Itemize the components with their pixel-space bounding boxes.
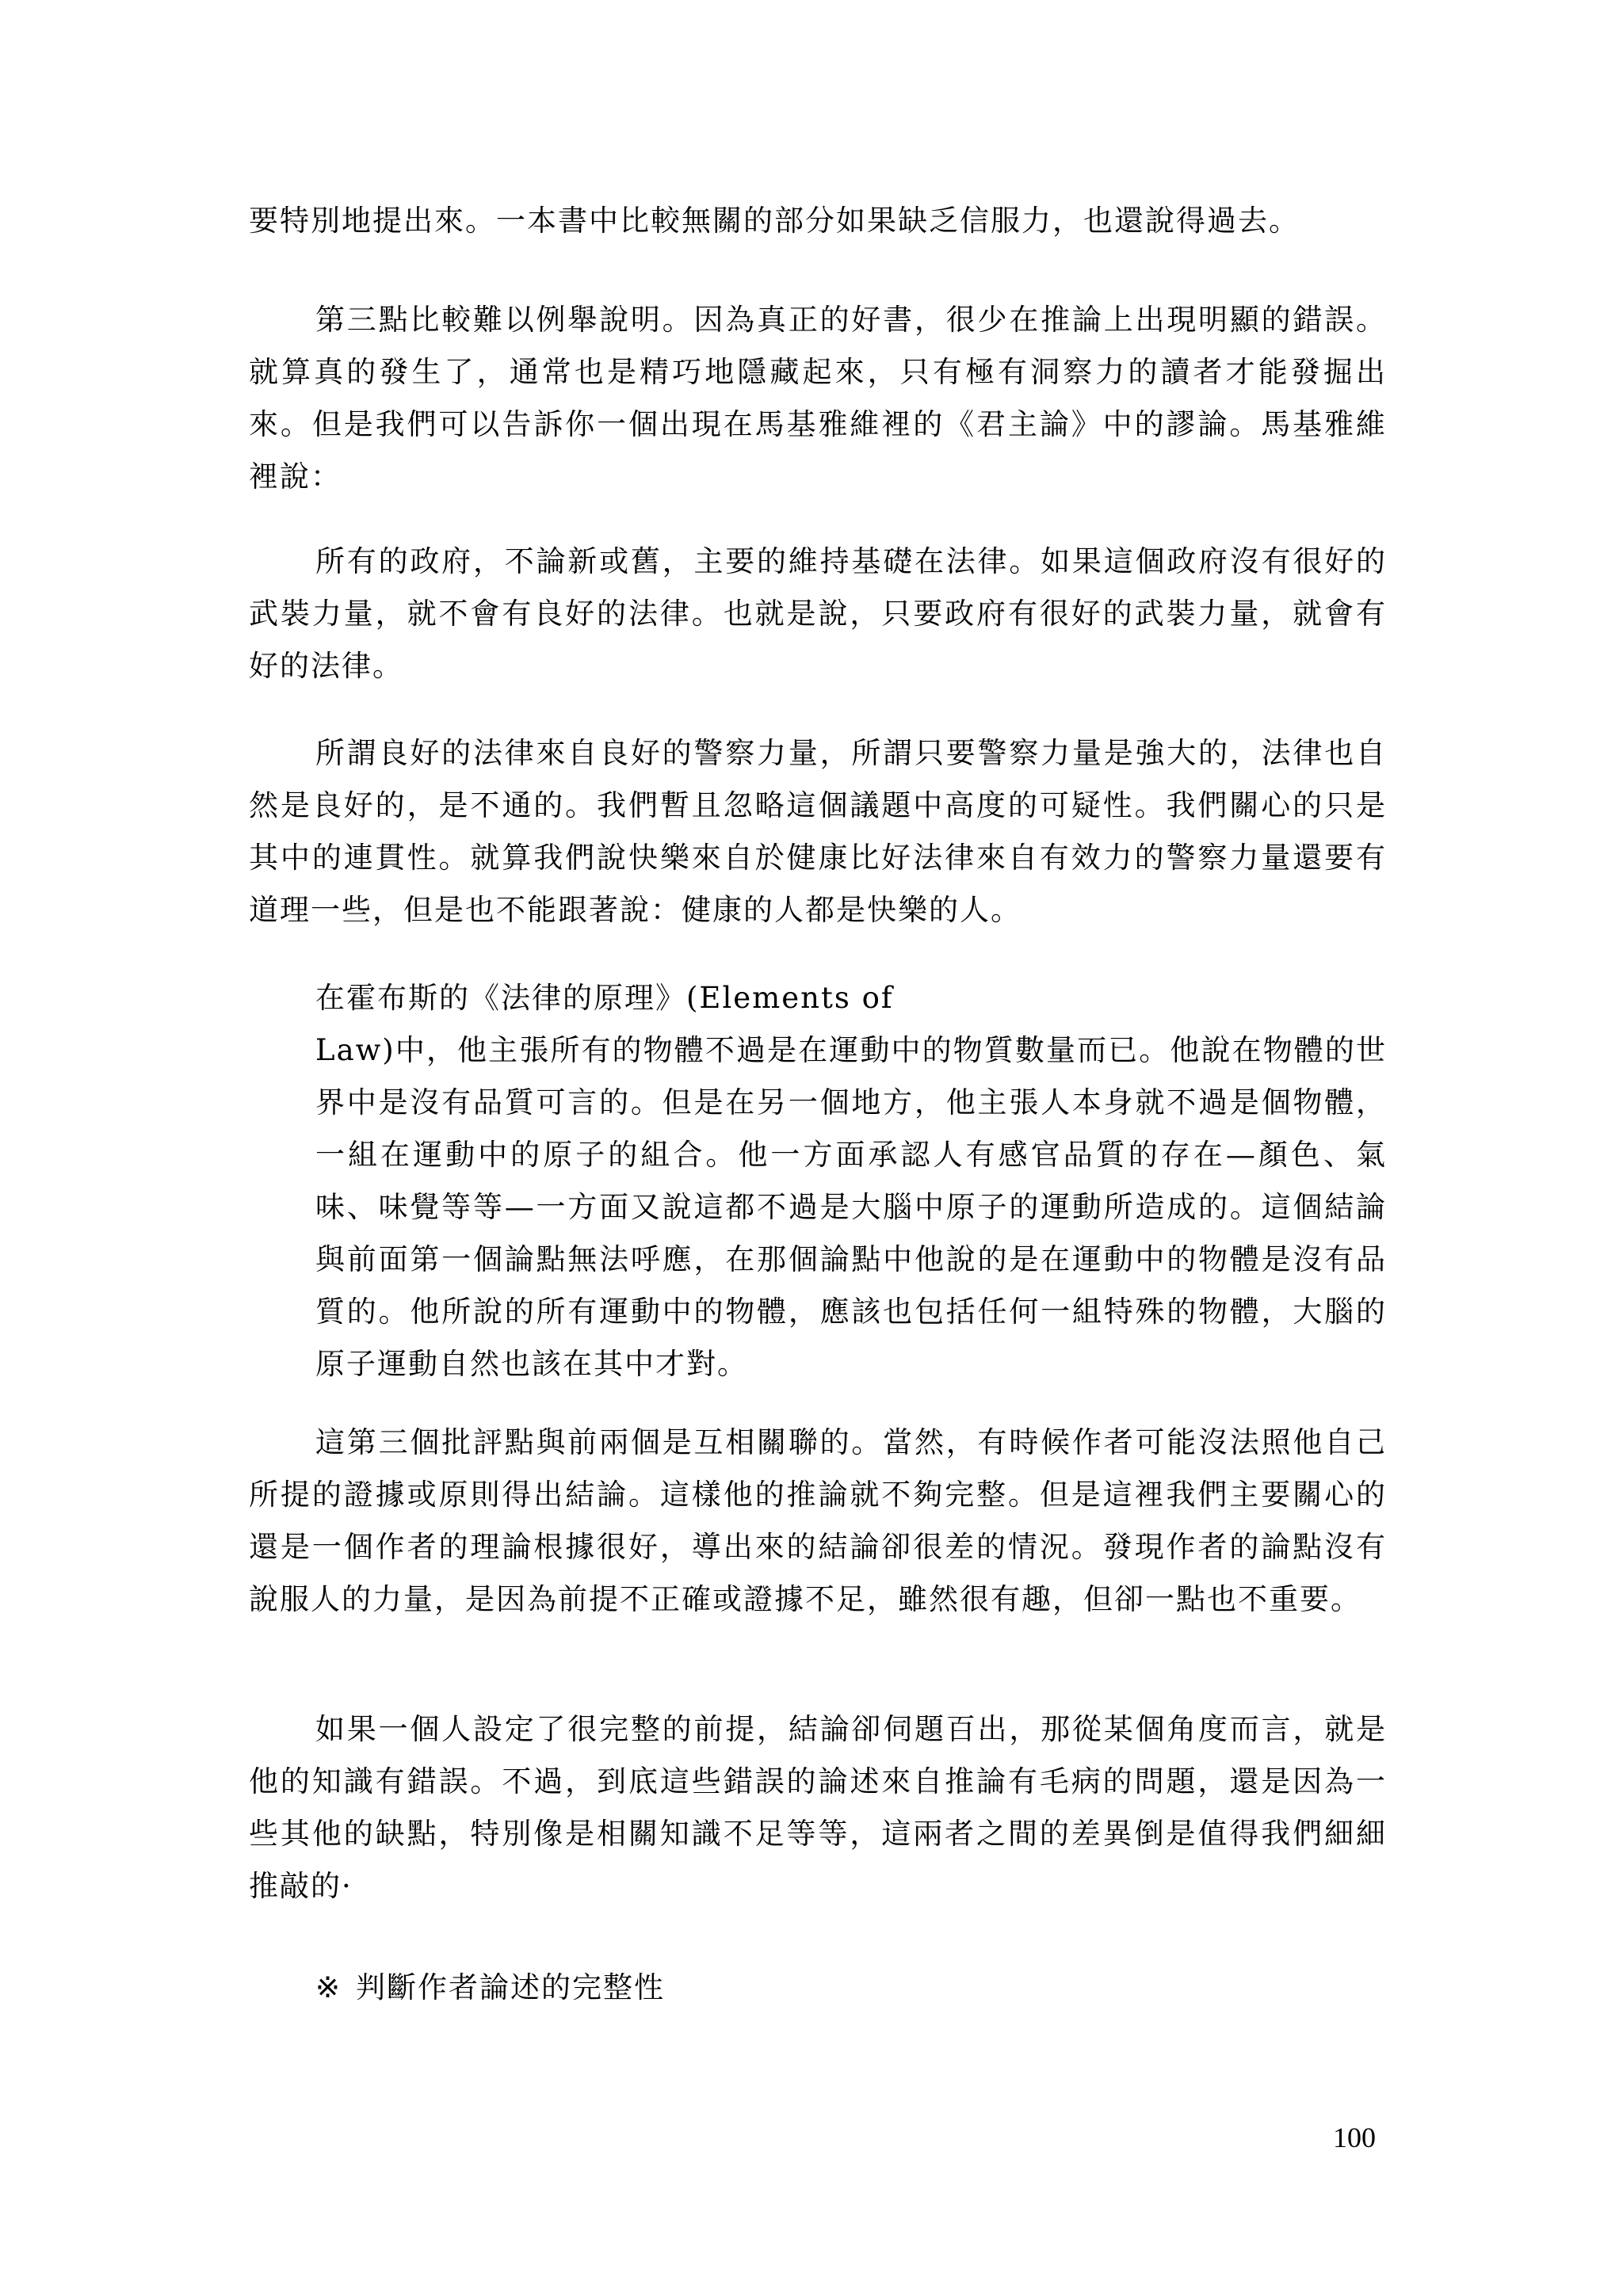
paragraph-police-force: 所謂良好的法律來自良好的警察力量，所謂只要警察力量是強大的，法律也自然是良好的，是不通的。我們暫且忽略這個議題中高度的可疑性。我們關心的只是其中的連貫性。就算我們說快樂來自於健康比好法律來自有效力的警察力量還要有道理一些，但是也不能跟著說：健康的人都是快樂的人。 [249,736,1387,927]
paragraph-continuation: 要特別地提出來。一本書中比較無關的部分如果缺乏信服力，也還說得過去。 [249,204,1300,238]
paragraph-knowledge-error: 如果一個人設定了很完整的前提，結論卻伺題百出，那從某個角度而言，就是他的知識有錯誤。不過，到底這些錯誤的論述來自推論有毛病的問題，還是因為一些其他的缺點，特別像是相關知識不足等等，這兩者之間的差異倒是值得我們細細推敲的· [249,1712,1387,1903]
paragraph-third-point: 第三點比較難以例舉說明。因為真正的好書，很少在推論上出現明顯的錯誤。就算真的發生了，通常也是精巧地隱藏起來，只有極有洞察力的讀者才能發掘出來。但是我們可以告訴你一個出現在馬基雅維裡的《君主論》中的謬論。馬基雅維裡說： [249,303,1387,494]
paragraph-hobbes-first-line: 在霍布斯的《法律的原理》(Elements of [315,981,894,1015]
section-heading [315,1962,665,2014]
paragraph-hobbes-body: Law)中，他主張所有的物體不過是在運動中的物質數量而已。他說在物體的世界中是沒有品質可言的。但是在另一個地方，他主張人本身就不過是個物體，一組在運動中的原子的組合。他一方面承認人有感官品質的存在—顏色、氣味、味覺等等—一方面又說這都不過是大腦中原子的運動所造成的。這個結論與前面第一個論點無法呼應，在那個論點中他說的是在運動中的物體是沒有品質的。他所說的所有運動中的物體，應該也包括任何一組特殊的物體，大腦的原子運動自然也該在其中才對。 [315,1033,1387,1381]
paragraph-third-criticism: 這第三個批評點與前兩個是互相關聯的。當然，有時候作者可能沒法照他自己所提的證據或原則得出結論。這樣他的推論就不夠完整。但是這裡我們主要關心的還是一個作者的理論根據很好，導出來的結論卻很差的情況。發現作者的論點沒有說服人的力量，是因為前提不正確或證據不足，雖然很有趣，但卻一點也不重要。 [249,1425,1387,1616]
quote-machiavelli: 所有的政府，不論新或舊，主要的維持基礎在法律。如果這個政府沒有很好的武裝力量，就不會有良好的法律。也就是說，只要政府有很好的武裝力量，就會有好的法律。 [249,544,1387,683]
section-heading-text: 判斷作者論述的完整性 [356,1970,666,2004]
page-number: 100 [1333,2122,1376,2153]
reference-mark-icon: ※ [315,1970,342,2004]
paragraph-hobbes [249,972,1387,1390]
